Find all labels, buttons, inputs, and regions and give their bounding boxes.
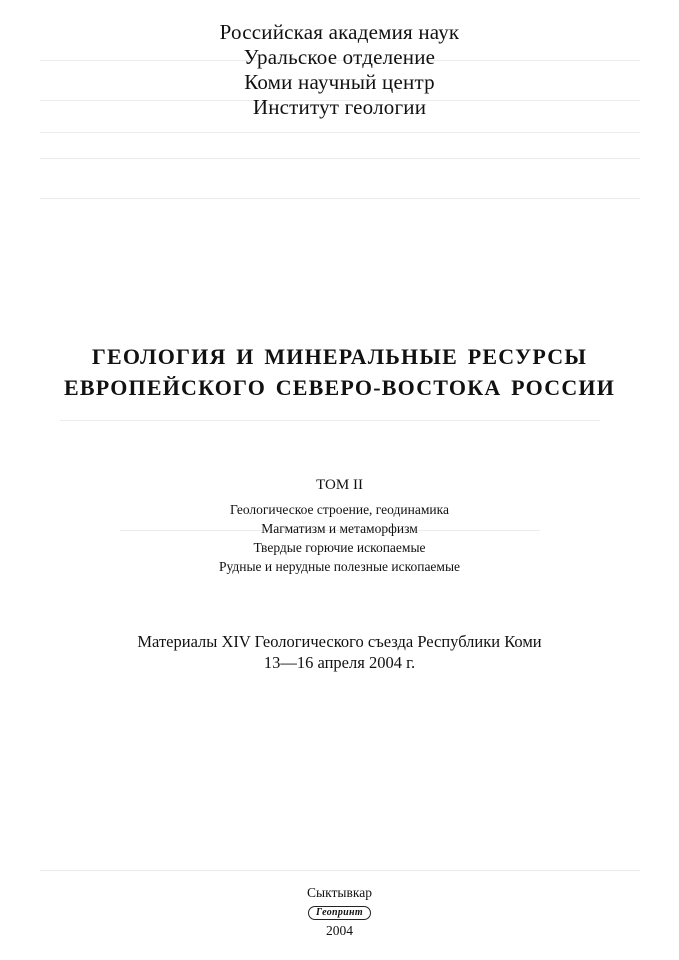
volume-number: ТОМ II [316, 477, 363, 493]
conference-name: Материалы XIV Геологического съезда Республики Коми [137, 632, 542, 651]
show-through-line [60, 420, 600, 421]
organization-line-academy: Российская академия наук [219, 20, 460, 44]
book-title [0, 341, 679, 403]
show-through-line [40, 198, 640, 199]
show-through-line [40, 132, 640, 133]
imprint-city: Сыктывкар [307, 885, 372, 900]
conference-info [0, 631, 679, 673]
organization-line-institute: Институт геологии [252, 95, 427, 119]
imprint [0, 884, 679, 939]
topics-list [0, 500, 679, 576]
organization-line-branch: Уральское отделение [243, 45, 436, 69]
organization-line-center: Коми научный центр [244, 70, 435, 94]
topic-item: Рудные и нерудные полезные ископаемые [218, 559, 461, 574]
topic-item: Твердые горючие ископаемые [253, 540, 426, 555]
book-title-line-2: ЕВРОПЕЙСКОГО СЕВЕРО-ВОСТОКА РОССИИ [63, 375, 616, 400]
topic-item: Магматизм и метаморфизм [261, 521, 418, 536]
imprint-year: 2004 [326, 923, 353, 938]
organization-header [0, 20, 679, 120]
topic-item: Геологическое строение, геодинамика [230, 502, 449, 517]
show-through-line [40, 870, 640, 871]
show-through-line [40, 158, 640, 159]
volume-label [0, 475, 679, 495]
conference-dates: 13—16 апреля 2004 г. [263, 653, 416, 672]
book-title-line-1: ГЕОЛОГИЯ И МИНЕРАЛЬНЫЕ РЕСУРСЫ [91, 344, 588, 369]
publisher-logo: Геопринт [308, 906, 371, 920]
